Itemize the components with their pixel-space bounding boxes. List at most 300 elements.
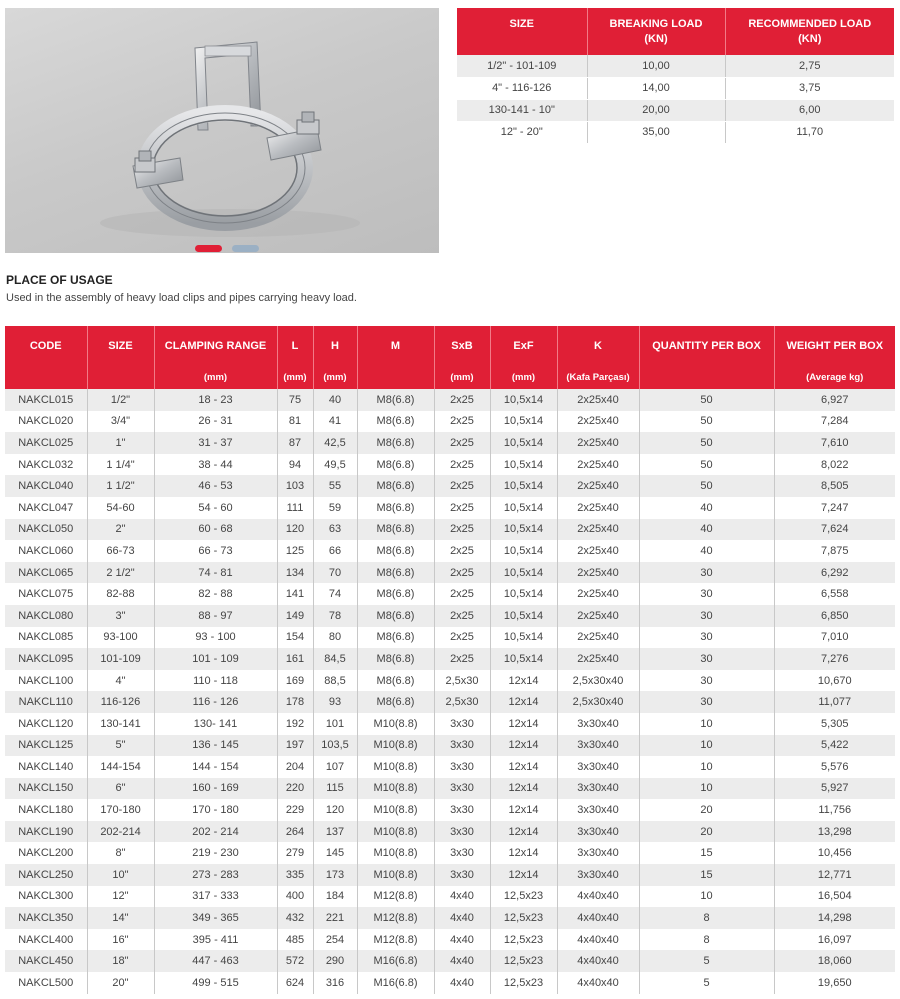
table-cell: 116 - 126 xyxy=(154,691,277,713)
table-row xyxy=(5,929,895,951)
load-table-cell: 10,00 xyxy=(587,55,725,77)
table-row xyxy=(5,497,895,519)
table-cell: 2x25 xyxy=(434,389,490,411)
table-cell: NAKCL060 xyxy=(5,540,87,562)
table-cell: M12(8.8) xyxy=(357,929,434,951)
table-cell: 2x25 xyxy=(434,540,490,562)
load-table-cell: 1/2" - 101-109 xyxy=(457,55,587,77)
table-cell: 4x40x40 xyxy=(557,972,639,994)
table-cell: M8(6.8) xyxy=(357,475,434,497)
load-table-row xyxy=(457,121,894,143)
table-cell: NAKCL040 xyxy=(5,475,87,497)
table-cell: M12(8.8) xyxy=(357,907,434,929)
table-cell: 30 xyxy=(639,605,774,627)
table-cell: 20" xyxy=(87,972,154,994)
table-cell: 66 - 73 xyxy=(154,540,277,562)
table-cell: 31 - 37 xyxy=(154,432,277,454)
table-cell: 12,5x23 xyxy=(490,886,557,908)
load-table-cell: 20,00 xyxy=(587,99,725,121)
table-cell: M10(8.8) xyxy=(357,756,434,778)
table-cell: 75 xyxy=(277,389,313,411)
table-cell: 16,097 xyxy=(774,929,895,951)
column-header: ExF xyxy=(490,326,557,365)
table-cell: 2x25 xyxy=(434,497,490,519)
table-cell: 5,927 xyxy=(774,778,895,800)
table-cell: 3x30 xyxy=(434,864,490,886)
table-cell: 2x25 xyxy=(434,648,490,670)
load-table-cell: 11,70 xyxy=(725,121,894,143)
table-cell: M10(8.8) xyxy=(357,864,434,886)
table-cell: 6,292 xyxy=(774,562,895,584)
table-cell: 60 - 68 xyxy=(154,519,277,541)
table-row xyxy=(5,411,895,433)
table-cell: 88,5 xyxy=(313,670,357,692)
load-header-recommended: RECOMMENDED LOAD (KN) xyxy=(725,8,894,55)
column-unit: (mm) xyxy=(154,365,277,389)
table-row xyxy=(5,519,895,541)
table-cell: 54-60 xyxy=(87,497,154,519)
table-cell: 101 xyxy=(313,713,357,735)
table-cell: M8(6.8) xyxy=(357,691,434,713)
table-cell: 3x30x40 xyxy=(557,821,639,843)
table-row xyxy=(5,605,895,627)
table-cell: 395 - 411 xyxy=(154,929,277,951)
table-cell: M8(6.8) xyxy=(357,432,434,454)
table-cell: 50 xyxy=(639,454,774,476)
table-cell: 3x30 xyxy=(434,735,490,757)
table-cell: M10(8.8) xyxy=(357,713,434,735)
table-cell: 50 xyxy=(639,411,774,433)
table-cell: 2x25 xyxy=(434,519,490,541)
table-cell: 6,927 xyxy=(774,389,895,411)
table-cell: 3x30x40 xyxy=(557,799,639,821)
table-cell: M12(8.8) xyxy=(357,886,434,908)
table-cell: NAKCL120 xyxy=(5,713,87,735)
table-cell: 82 - 88 xyxy=(154,583,277,605)
table-cell: 137 xyxy=(313,821,357,843)
table-cell: 5,422 xyxy=(774,735,895,757)
table-cell: 81 xyxy=(277,411,313,433)
load-header-size: SIZE xyxy=(457,8,587,55)
table-cell: M8(6.8) xyxy=(357,648,434,670)
table-cell: 499 - 515 xyxy=(154,972,277,994)
table-cell: 10,5x14 xyxy=(490,627,557,649)
table-cell: NAKCL200 xyxy=(5,842,87,864)
table-cell: 2" xyxy=(87,519,154,541)
table-row xyxy=(5,648,895,670)
column-header: CLAMPING RANGE xyxy=(154,326,277,365)
table-cell: 3x30 xyxy=(434,778,490,800)
usage-title: PLACE OF USAGE xyxy=(6,273,113,287)
table-cell: 103,5 xyxy=(313,735,357,757)
table-row xyxy=(5,713,895,735)
table-cell: 1" xyxy=(87,432,154,454)
table-cell: NAKCL020 xyxy=(5,411,87,433)
table-cell: 5 xyxy=(639,972,774,994)
table-cell: 12,5x23 xyxy=(490,950,557,972)
table-cell: 1 1/4" xyxy=(87,454,154,476)
table-cell: 3" xyxy=(87,605,154,627)
product-spec-table xyxy=(5,326,895,994)
table-cell: 130- 141 xyxy=(154,713,277,735)
table-cell: M8(6.8) xyxy=(357,519,434,541)
table-cell: 264 xyxy=(277,821,313,843)
table-row xyxy=(5,627,895,649)
table-cell: 6,850 xyxy=(774,605,895,627)
table-cell: NAKCL140 xyxy=(5,756,87,778)
table-cell: NAKCL125 xyxy=(5,735,87,757)
table-cell: 20 xyxy=(639,821,774,843)
table-cell: 184 xyxy=(313,886,357,908)
table-cell: 40 xyxy=(639,497,774,519)
table-cell: 40 xyxy=(639,540,774,562)
table-cell: 18,060 xyxy=(774,950,895,972)
load-table-cell: 130-141 - 10" xyxy=(457,99,587,121)
table-row xyxy=(5,756,895,778)
table-cell: 3/4" xyxy=(87,411,154,433)
table-cell: 144-154 xyxy=(87,756,154,778)
table-row xyxy=(5,778,895,800)
table-row xyxy=(5,735,895,757)
load-table-row xyxy=(457,55,894,77)
table-header-row xyxy=(5,326,895,365)
table-cell: NAKCL180 xyxy=(5,799,87,821)
table-cell: 7,875 xyxy=(774,540,895,562)
table-row xyxy=(5,864,895,886)
table-cell: 5,576 xyxy=(774,756,895,778)
table-cell: 7,276 xyxy=(774,648,895,670)
column-header: SIZE xyxy=(87,326,154,365)
table-cell: 170 - 180 xyxy=(154,799,277,821)
table-cell: 12x14 xyxy=(490,713,557,735)
table-cell: 12x14 xyxy=(490,778,557,800)
table-subheader-row xyxy=(5,365,895,389)
table-cell: 7,247 xyxy=(774,497,895,519)
table-cell: 30 xyxy=(639,648,774,670)
table-cell: NAKCL450 xyxy=(5,950,87,972)
table-cell: 154 xyxy=(277,627,313,649)
table-cell: 220 xyxy=(277,778,313,800)
table-cell: NAKCL065 xyxy=(5,562,87,584)
table-cell: 3x30x40 xyxy=(557,756,639,778)
column-unit: (mm) xyxy=(313,365,357,389)
table-cell: 2x25x40 xyxy=(557,411,639,433)
table-cell: 572 xyxy=(277,950,313,972)
table-cell: 279 xyxy=(277,842,313,864)
table-cell: 229 xyxy=(277,799,313,821)
table-cell: NAKCL095 xyxy=(5,648,87,670)
table-cell: 169 xyxy=(277,670,313,692)
table-cell: 5" xyxy=(87,735,154,757)
table-cell: 10,5x14 xyxy=(490,540,557,562)
table-cell: 63 xyxy=(313,519,357,541)
table-cell: 2,5x30 xyxy=(434,691,490,713)
table-cell: 447 - 463 xyxy=(154,950,277,972)
table-cell: 8" xyxy=(87,842,154,864)
table-cell: 38 - 44 xyxy=(154,454,277,476)
load-table-cell: 2,75 xyxy=(725,55,894,77)
table-cell: 335 xyxy=(277,864,313,886)
table-cell: 8 xyxy=(639,907,774,929)
table-cell: 107 xyxy=(313,756,357,778)
product-image-panel xyxy=(5,8,439,253)
table-cell: 6,558 xyxy=(774,583,895,605)
table-row xyxy=(5,842,895,864)
table-cell: NAKCL075 xyxy=(5,583,87,605)
table-cell: NAKCL250 xyxy=(5,864,87,886)
table-cell: NAKCL500 xyxy=(5,972,87,994)
load-table-cell: 3,75 xyxy=(725,77,894,99)
table-cell: 12x14 xyxy=(490,864,557,886)
table-cell: 70 xyxy=(313,562,357,584)
table-cell: 30 xyxy=(639,670,774,692)
table-cell: 30 xyxy=(639,691,774,713)
table-cell: 12x14 xyxy=(490,691,557,713)
table-cell: 2x25x40 xyxy=(557,389,639,411)
table-cell: 101-109 xyxy=(87,648,154,670)
table-row xyxy=(5,691,895,713)
table-cell: 78 xyxy=(313,605,357,627)
table-cell: 15 xyxy=(639,842,774,864)
table-cell: M8(6.8) xyxy=(357,389,434,411)
table-cell: 2x25x40 xyxy=(557,540,639,562)
pipe-clamp-image xyxy=(5,8,439,253)
table-cell: 10 xyxy=(639,886,774,908)
table-cell: M10(8.8) xyxy=(357,799,434,821)
table-cell: 170-180 xyxy=(87,799,154,821)
table-cell: M16(6.8) xyxy=(357,950,434,972)
table-cell: 2x25x40 xyxy=(557,562,639,584)
table-row xyxy=(5,583,895,605)
table-cell: 84,5 xyxy=(313,648,357,670)
table-cell: 4x40 xyxy=(434,907,490,929)
table-cell: 273 - 283 xyxy=(154,864,277,886)
table-cell: 160 - 169 xyxy=(154,778,277,800)
table-cell: 13,298 xyxy=(774,821,895,843)
table-cell: 125 xyxy=(277,540,313,562)
table-row xyxy=(5,540,895,562)
table-cell: NAKCL050 xyxy=(5,519,87,541)
column-unit: (mm) xyxy=(277,365,313,389)
table-cell: NAKCL025 xyxy=(5,432,87,454)
column-header: M xyxy=(357,326,434,365)
table-cell: 12x14 xyxy=(490,756,557,778)
table-cell: 30 xyxy=(639,627,774,649)
table-cell: 30 xyxy=(639,583,774,605)
table-cell: M10(8.8) xyxy=(357,821,434,843)
table-cell: 18 - 23 xyxy=(154,389,277,411)
carousel-dot-1[interactable] xyxy=(195,245,222,252)
table-cell: 93 - 100 xyxy=(154,627,277,649)
table-cell: 10,5x14 xyxy=(490,583,557,605)
column-unit xyxy=(87,365,154,389)
table-cell: NAKCL080 xyxy=(5,605,87,627)
table-cell: 41 xyxy=(313,411,357,433)
table-cell: 10 xyxy=(639,713,774,735)
table-cell: 12x14 xyxy=(490,799,557,821)
table-cell: 12x14 xyxy=(490,670,557,692)
table-cell: 46 - 53 xyxy=(154,475,277,497)
table-cell: M8(6.8) xyxy=(357,670,434,692)
table-cell: 130-141 xyxy=(87,713,154,735)
column-header: QUANTITY PER BOX xyxy=(639,326,774,365)
table-cell: 4x40 xyxy=(434,950,490,972)
table-cell: 221 xyxy=(313,907,357,929)
table-cell: 161 xyxy=(277,648,313,670)
table-cell: 54 - 60 xyxy=(154,497,277,519)
table-cell: 3x30x40 xyxy=(557,842,639,864)
table-cell: 50 xyxy=(639,475,774,497)
table-cell: 10 xyxy=(639,756,774,778)
table-cell: 10,456 xyxy=(774,842,895,864)
table-cell: 197 xyxy=(277,735,313,757)
usage-text: Used in the assembly of heavy load clips and pipes carrying heavy load. xyxy=(6,292,357,304)
table-cell: 12,5x23 xyxy=(490,929,557,951)
load-table-cell: 6,00 xyxy=(725,99,894,121)
table-cell: NAKCL100 xyxy=(5,670,87,692)
table-cell: 134 xyxy=(277,562,313,584)
table-row xyxy=(5,886,895,908)
load-table-cell: 4" - 116-126 xyxy=(457,77,587,99)
table-cell: 10,5x14 xyxy=(490,432,557,454)
table-cell: 432 xyxy=(277,907,313,929)
column-header: H xyxy=(313,326,357,365)
table-cell: 2x25 xyxy=(434,583,490,605)
load-table-row xyxy=(457,99,894,121)
column-unit xyxy=(5,365,87,389)
table-row xyxy=(5,389,895,411)
column-unit: (mm) xyxy=(434,365,490,389)
table-cell: 2x25 xyxy=(434,562,490,584)
table-row xyxy=(5,454,895,476)
table-cell: 50 xyxy=(639,432,774,454)
table-row xyxy=(5,475,895,497)
table-cell: 2,5x30x40 xyxy=(557,691,639,713)
table-cell: 2x25x40 xyxy=(557,432,639,454)
table-cell: 115 xyxy=(313,778,357,800)
table-cell: 16,504 xyxy=(774,886,895,908)
table-cell: 94 xyxy=(277,454,313,476)
table-cell: NAKCL190 xyxy=(5,821,87,843)
table-row xyxy=(5,432,895,454)
table-cell: 4x40 xyxy=(434,972,490,994)
table-cell: 10,5x14 xyxy=(490,519,557,541)
table-cell: 2x25x40 xyxy=(557,648,639,670)
table-row xyxy=(5,670,895,692)
table-cell: 2x25x40 xyxy=(557,497,639,519)
table-cell: 2x25x40 xyxy=(557,454,639,476)
table-cell: 10,5x14 xyxy=(490,411,557,433)
table-cell: 3x30 xyxy=(434,799,490,821)
table-cell: 10,5x14 xyxy=(490,497,557,519)
table-cell: NAKCL032 xyxy=(5,454,87,476)
table-cell: 42,5 xyxy=(313,432,357,454)
table-cell: 12x14 xyxy=(490,735,557,757)
table-cell: 2x25x40 xyxy=(557,627,639,649)
table-cell: 7,284 xyxy=(774,411,895,433)
table-cell: 2x25 xyxy=(434,432,490,454)
table-cell: M8(6.8) xyxy=(357,411,434,433)
table-cell: 80 xyxy=(313,627,357,649)
load-table-cell: 12" - 20" xyxy=(457,121,587,143)
table-cell: NAKCL085 xyxy=(5,627,87,649)
table-cell: 87 xyxy=(277,432,313,454)
table-cell: 111 xyxy=(277,497,313,519)
table-cell: 2x25x40 xyxy=(557,583,639,605)
table-cell: 254 xyxy=(313,929,357,951)
column-unit xyxy=(357,365,434,389)
table-cell: 8 xyxy=(639,929,774,951)
table-row xyxy=(5,799,895,821)
column-header: WEIGHT PER BOX xyxy=(774,326,895,365)
table-cell: 7,624 xyxy=(774,519,895,541)
table-cell: 1 1/2" xyxy=(87,475,154,497)
table-cell: 3x30 xyxy=(434,713,490,735)
table-cell: 316 xyxy=(313,972,357,994)
table-cell: 10,5x14 xyxy=(490,475,557,497)
table-cell: 5,305 xyxy=(774,713,895,735)
table-cell: 2 1/2" xyxy=(87,562,154,584)
table-cell: 173 xyxy=(313,864,357,886)
table-cell: 10 xyxy=(639,735,774,757)
table-cell: 16" xyxy=(87,929,154,951)
table-cell: 101 - 109 xyxy=(154,648,277,670)
table-cell: 50 xyxy=(639,389,774,411)
table-cell: 74 - 81 xyxy=(154,562,277,584)
column-header: L xyxy=(277,326,313,365)
table-cell: 14" xyxy=(87,907,154,929)
table-cell: NAKCL350 xyxy=(5,907,87,929)
table-cell: 178 xyxy=(277,691,313,713)
table-cell: 55 xyxy=(313,475,357,497)
table-cell: 93 xyxy=(313,691,357,713)
table-cell: 12" xyxy=(87,886,154,908)
table-cell: 10,5x14 xyxy=(490,562,557,584)
table-cell: 4x40x40 xyxy=(557,929,639,951)
table-cell: M16(6.8) xyxy=(357,972,434,994)
table-cell: 144 - 154 xyxy=(154,756,277,778)
table-cell: 2,5x30x40 xyxy=(557,670,639,692)
table-cell: 204 xyxy=(277,756,313,778)
table-cell: 30 xyxy=(639,562,774,584)
table-cell: 59 xyxy=(313,497,357,519)
table-cell: 66-73 xyxy=(87,540,154,562)
carousel-dot-2[interactable] xyxy=(232,245,259,252)
table-cell: NAKCL400 xyxy=(5,929,87,951)
table-cell: 3x30 xyxy=(434,756,490,778)
table-cell: 3x30 xyxy=(434,842,490,864)
table-cell: 2x25 xyxy=(434,627,490,649)
table-cell: 3x30x40 xyxy=(557,864,639,886)
table-cell: 219 - 230 xyxy=(154,842,277,864)
table-cell: 40 xyxy=(639,519,774,541)
table-cell: 4x40 xyxy=(434,886,490,908)
table-cell: 202-214 xyxy=(87,821,154,843)
table-cell: 317 - 333 xyxy=(154,886,277,908)
table-cell: 11,756 xyxy=(774,799,895,821)
table-cell: 8,505 xyxy=(774,475,895,497)
column-unit: (Kafa Parçası) xyxy=(557,365,639,389)
table-cell: 3x30x40 xyxy=(557,713,639,735)
table-cell: M10(8.8) xyxy=(357,842,434,864)
table-cell: 2x25x40 xyxy=(557,605,639,627)
table-cell: 12,771 xyxy=(774,864,895,886)
table-cell: 66 xyxy=(313,540,357,562)
table-row xyxy=(5,950,895,972)
table-cell: 3x30x40 xyxy=(557,778,639,800)
load-table-header xyxy=(457,8,894,55)
table-cell: NAKCL110 xyxy=(5,691,87,713)
